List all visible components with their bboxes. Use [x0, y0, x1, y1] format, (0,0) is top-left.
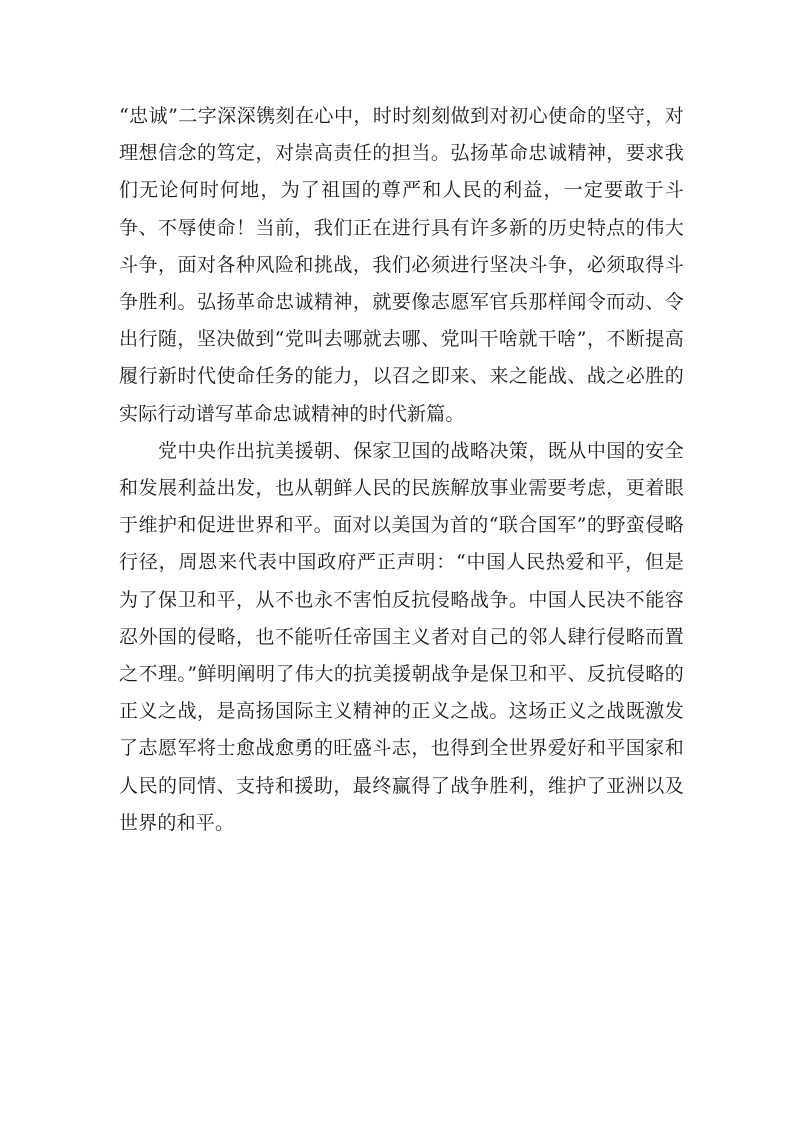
- paragraph-2: 党中央作出抗美援朝、保家卫国的战略决策，既从中国的安全和发展利益出发，也从朝鲜人民的民族解放事业需要考虑，更着眼于维护和促进世界和平。面对以美国为首的“联合国军”的野蛮侵略行径，周恩来代表中国政府严正声明：“中国人民热爱和平，但是为了保卫和平，从不也永不害怕反抗侵略战争。中国人民决不能容忍外国的侵略，也不能听任帝国主义者对自己的邻人肆行侵略而置之不理。”鲜明阐明了伟大的抗美援朝战争是保卫和平、反抗侵略的正义之战，是高扬国际主义精神的正义之战。这场正义之战既激发了志愿军将士愈战愈勇的旺盛斗志，也得到全世界爱好和平国家和人民的同情、支持和援助，最终赢得了战争胜利，维护了亚洲以及世界的和平。: [119, 439, 684, 834]
- body-text: [119, 98, 684, 842]
- paragraph-1: “忠诚”二字深深镌刻在心中，时时刻刻做到对初心使命的坚守，对理想信念的笃定，对崇高责任的担当。弘扬革命忠诚精神，要求我们无论何时何地，为了祖国的尊严和人民的利益，一定要敢于斗争、不辱使命！当前，我们正在进行具有许多新的历史特点的伟大斗争，面对各种风险和挑战，我们必须进行坚决斗争，必须取得斗争胜利。弘扬革命忠诚精神，就要像志愿军官兵那样闻令而动、令出行随，坚决做到“党叫去哪就去哪、党叫干啥就干啥”，不断提高履行新时代使命任务的能力，以召之即来、来之能战、战之必胜的实际行动谱写革命忠诚精神的时代新篇。: [119, 105, 684, 425]
